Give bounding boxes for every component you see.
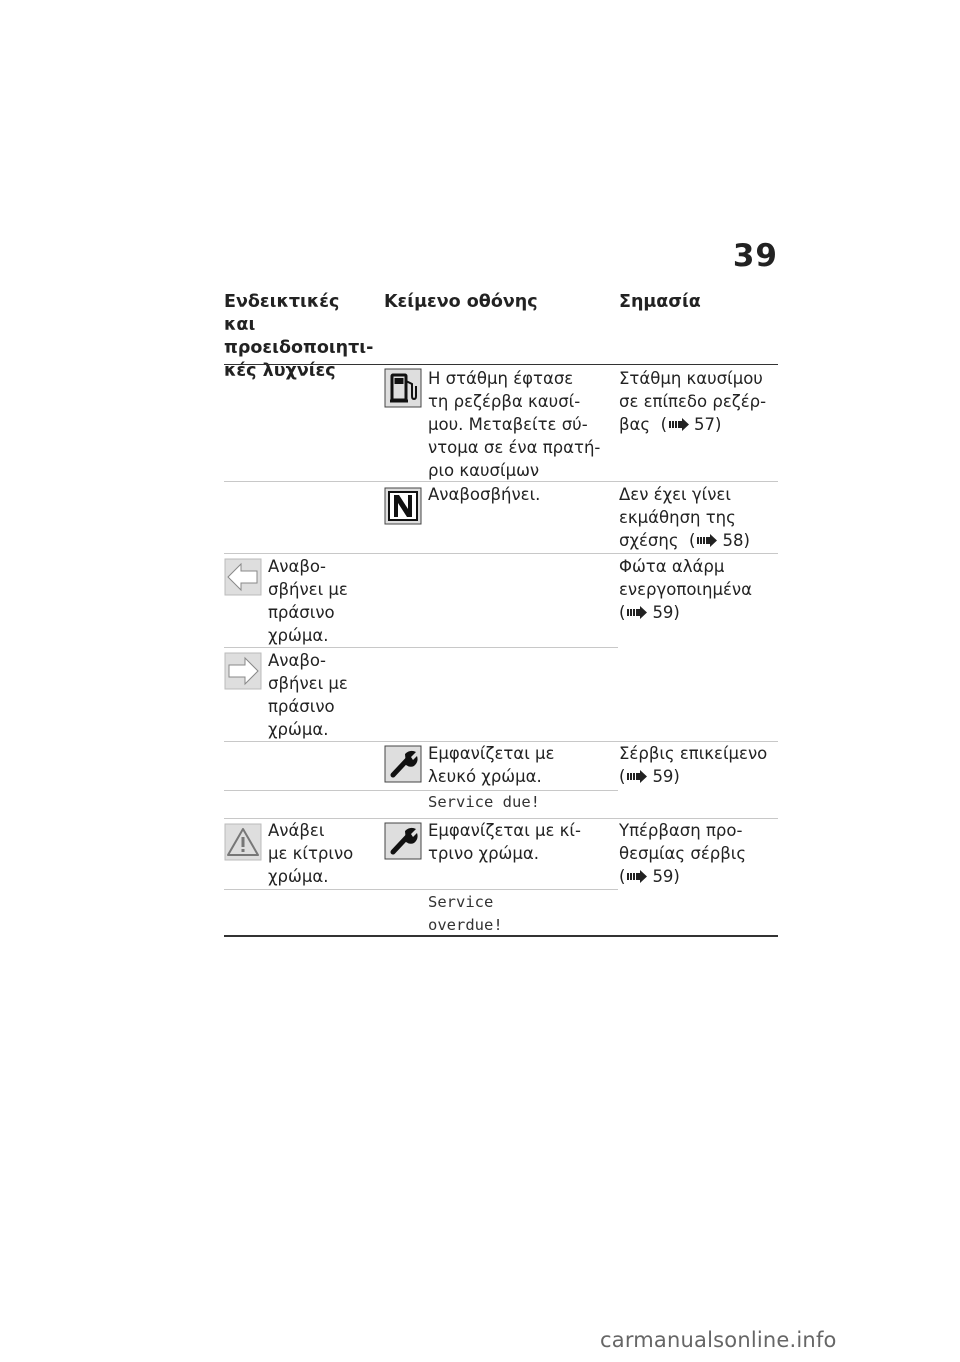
row-divider — [224, 889, 618, 890]
ref-open: ( — [689, 531, 696, 550]
turn-left-indicator-text — [268, 555, 348, 647]
text-line: πράσινο — [268, 603, 335, 622]
text-line: με κίτρινο — [268, 844, 354, 863]
text-line: Δεν έχει γίνει — [619, 485, 731, 504]
text-line: λευκό χρώμα. — [428, 767, 542, 786]
row-divider — [224, 647, 618, 648]
text-line: Φώτα αλάρμ — [619, 557, 725, 576]
wrench-icon — [384, 745, 422, 787]
hazard-meaning — [619, 555, 752, 625]
page-number: 39 — [732, 238, 778, 274]
fuel-display-text — [428, 367, 600, 482]
text-line: μου. Μεταβείτε σύ- — [428, 415, 588, 434]
table-bottom-rule — [224, 935, 778, 937]
wrench-icon — [384, 822, 422, 864]
header-meaning: Σημασία — [619, 292, 701, 312]
text-line: ντομα σε ένα πρατή- — [428, 438, 601, 457]
service-overdue-message — [428, 891, 503, 937]
service-due-message: Service due! — [428, 793, 540, 811]
neutral-n-icon — [384, 487, 422, 529]
text-line: Service — [428, 893, 494, 911]
text-line: πράσινο — [268, 697, 335, 716]
header-line: προειδοποιητι- — [224, 338, 374, 358]
page-reference[interactable]: 59) — [652, 603, 680, 622]
text-line: Σέρβις επικείμενο — [619, 744, 768, 763]
text-line: χρώμα. — [268, 867, 329, 886]
text-line: Εμφανίζεται με — [428, 744, 555, 763]
page-reference[interactable]: 59) — [652, 767, 680, 786]
text-line: Υπέρβαση προ- — [619, 821, 743, 840]
text-line: Στάθμη καυσίμου — [619, 369, 763, 388]
header-indicator-lights — [224, 291, 374, 383]
text-line: θεσμίας σέρβις — [619, 844, 747, 863]
row-divider — [224, 481, 778, 482]
reference-arrow-icon — [669, 414, 689, 437]
turn-right-arrow-icon — [224, 652, 262, 694]
text-line: εκμάθηση της — [619, 508, 736, 527]
row-divider — [224, 790, 618, 791]
text-line: overdue! — [428, 916, 503, 934]
service-due-meaning — [619, 742, 767, 789]
turn-right-indicator-text — [268, 649, 348, 741]
text-line — [619, 529, 750, 553]
text-line: τρινο χρώμα. — [428, 844, 539, 863]
text-line: Εμφανίζεται με κί- — [428, 821, 581, 840]
ref-open: ( — [619, 603, 626, 622]
neutral-display-text: Αναβοσβήνει. — [428, 485, 541, 504]
text-line: ενεργοποιημένα — [619, 580, 752, 599]
reference-arrow-icon — [627, 866, 647, 889]
text-line: χρώμα. — [268, 626, 329, 645]
header-display-text: Κείμενο οθόνης — [384, 292, 538, 312]
text-line: βας — [619, 415, 651, 434]
reference-arrow-icon — [627, 602, 647, 625]
text-line: Ανάβει — [268, 821, 325, 840]
text-line: σχέσης — [619, 531, 679, 550]
fuel-meaning — [619, 367, 766, 437]
text-line: σβήνει με — [268, 674, 348, 693]
reference-arrow-icon — [627, 766, 647, 789]
page-reference[interactable]: 57) — [694, 415, 722, 434]
service-due-display-text — [428, 742, 554, 788]
row-divider — [224, 553, 778, 554]
header-line: Ενδεικτικές και — [224, 292, 340, 335]
page-reference[interactable]: 58) — [722, 531, 750, 550]
text-line: σβήνει με — [268, 580, 348, 599]
text-line — [619, 601, 752, 625]
page-reference[interactable]: 59) — [652, 867, 680, 886]
ref-open: ( — [660, 415, 668, 434]
ref-open: ( — [619, 767, 626, 786]
watermark: carmanualsonline.info — [600, 1328, 837, 1352]
text-line: σε επίπεδο ρεζέρ- — [619, 392, 767, 411]
text-line — [619, 865, 746, 889]
text-line: Αναβο- — [268, 557, 326, 576]
text-line: τη ρεζέρβα καυσί- — [428, 392, 581, 411]
turn-left-arrow-icon — [224, 558, 262, 600]
text-line: Η στάθμη έφτασε — [428, 369, 574, 388]
service-overdue-indicator-text — [268, 819, 353, 888]
text-line: ριο καυσίμων — [428, 461, 540, 480]
header-line: κές λυχνίες — [224, 361, 336, 381]
neutral-meaning — [619, 483, 750, 553]
fuel-pump-icon — [384, 368, 422, 412]
warning-triangle-icon — [224, 823, 262, 865]
ref-open: ( — [619, 867, 626, 886]
text-line: χρώμα. — [268, 720, 329, 739]
text-line — [619, 765, 767, 789]
header-rule — [224, 364, 778, 365]
service-overdue-display-text — [428, 819, 581, 865]
reference-arrow-icon — [697, 530, 717, 553]
service-overdue-meaning — [619, 819, 746, 889]
text-line: Αναβο- — [268, 651, 326, 670]
text-line — [619, 413, 766, 437]
